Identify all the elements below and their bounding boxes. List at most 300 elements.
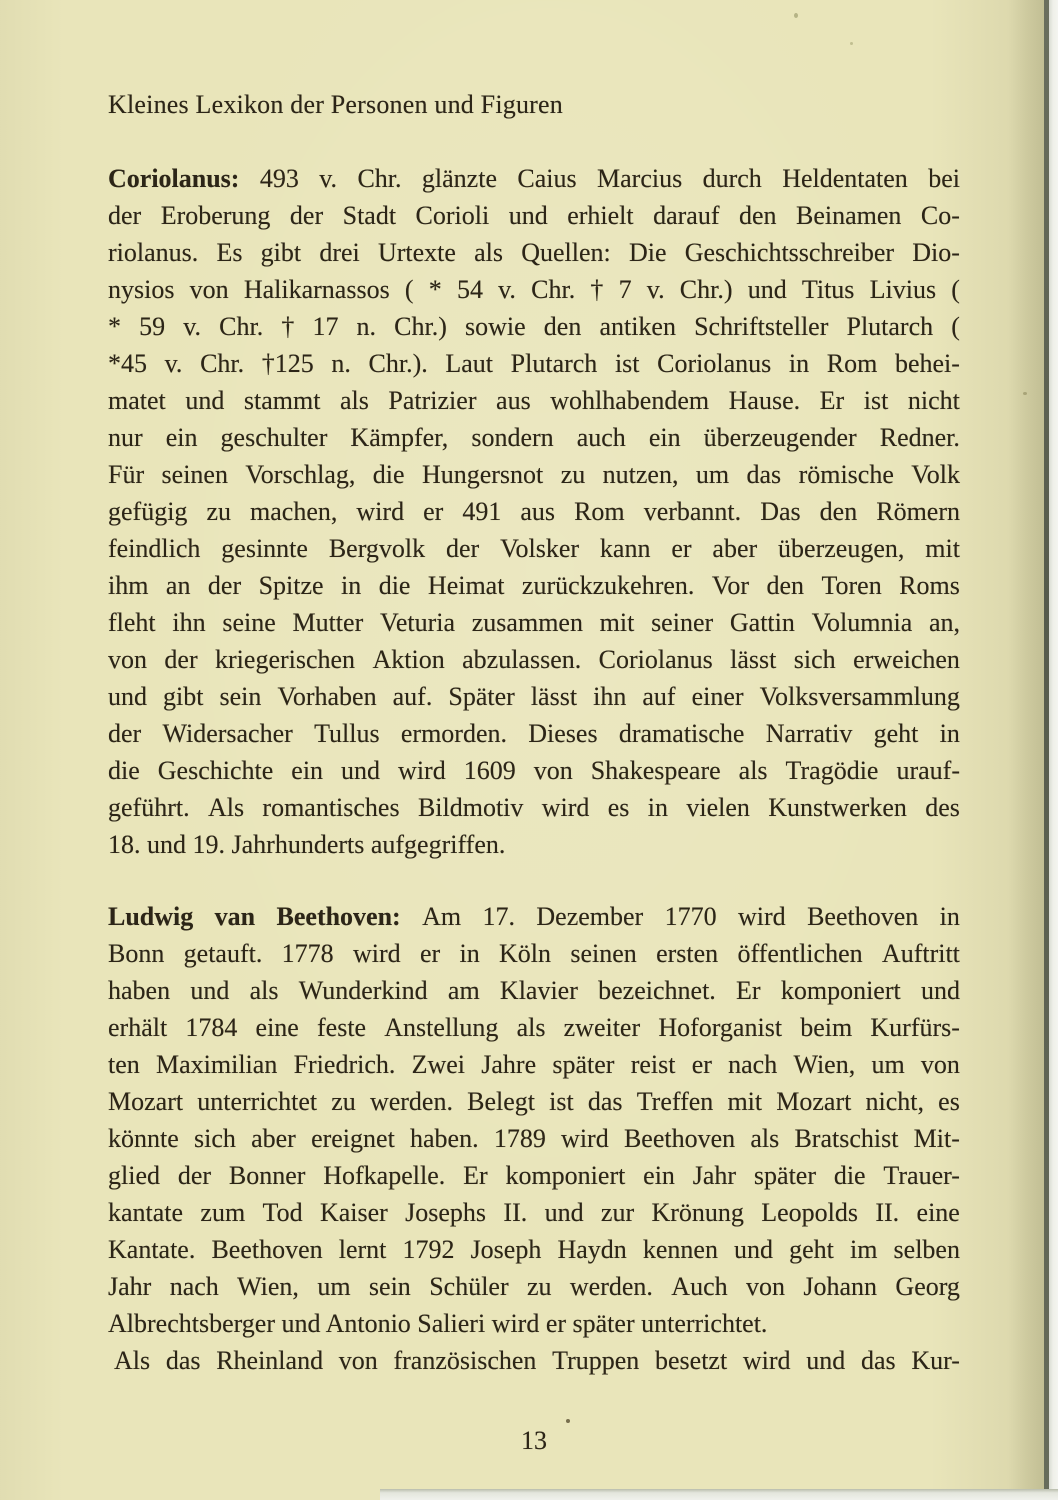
word: und <box>920 976 960 1005</box>
word: Hungersnot <box>421 460 544 489</box>
word: in <box>788 349 810 378</box>
word: Bonner <box>228 1161 306 1190</box>
word: * <box>108 312 121 341</box>
word: kennen <box>642 1235 718 1264</box>
word: mit <box>727 1087 763 1116</box>
word: Trauer- <box>883 1161 960 1190</box>
word: Urtexte <box>377 238 456 267</box>
word: könnte <box>108 1124 179 1153</box>
word: eine <box>916 1198 960 1227</box>
word: ein <box>643 1161 675 1190</box>
word: auf <box>642 682 676 711</box>
word: Redner. <box>879 423 960 452</box>
word: v. <box>183 312 202 341</box>
word: beim <box>800 1013 853 1042</box>
word: wird <box>742 1346 791 1375</box>
word: Beethoven <box>807 902 919 931</box>
word: wird <box>561 1124 609 1153</box>
word: ihn <box>593 682 627 711</box>
word: seine <box>222 608 276 637</box>
word: Tragödie <box>785 756 879 785</box>
word: Titus <box>801 275 855 304</box>
word: von <box>920 1050 960 1079</box>
word: Jahre <box>481 1050 537 1079</box>
word: Dezember <box>536 902 644 931</box>
word: seinen <box>570 939 637 968</box>
word: Maximilian <box>156 1050 278 1079</box>
text-line <box>108 604 960 641</box>
word: als <box>339 386 369 415</box>
word: und <box>806 1346 846 1375</box>
word: das <box>587 1087 623 1116</box>
word: Auch <box>671 1272 728 1301</box>
word: Wien, <box>237 1272 299 1301</box>
word: Dieses <box>528 719 598 748</box>
word: Beinamen <box>796 201 902 230</box>
word: nutzen, <box>602 460 679 489</box>
scan-background-strip-bottom <box>380 1489 1058 1500</box>
word: Kämpfer, <box>350 423 449 452</box>
word: von <box>338 1346 378 1375</box>
entry-term: van <box>214 902 256 931</box>
word: selben <box>893 1235 960 1264</box>
word: Coriolanus <box>657 349 772 378</box>
word: 1792 <box>402 1235 455 1264</box>
word: Stadt <box>342 201 397 230</box>
word: Bratschist <box>794 1124 899 1153</box>
word: Laut <box>445 349 494 378</box>
word: seinen <box>161 460 228 489</box>
word: der <box>207 571 242 600</box>
word: Heimat <box>427 571 505 600</box>
word: sich <box>793 645 836 674</box>
word: n. <box>356 312 377 341</box>
word: an <box>165 571 191 600</box>
word: Marcius <box>597 164 683 193</box>
word: durch <box>702 164 762 193</box>
word: zur <box>600 1198 635 1227</box>
word: nicht <box>907 386 960 415</box>
word: Kantate. <box>108 1235 196 1264</box>
word: an, <box>928 608 960 637</box>
word: reist <box>630 1050 676 1079</box>
word: Spitze <box>258 571 324 600</box>
word: v. <box>498 275 516 304</box>
word: Coriolanus <box>598 645 713 674</box>
word: feindlich <box>108 534 201 563</box>
word: stammt <box>243 386 321 415</box>
text-line <box>108 935 960 972</box>
word: sein <box>219 682 262 711</box>
word: †125 <box>261 349 314 378</box>
word: nach <box>169 1272 219 1301</box>
text-line <box>108 1268 960 1305</box>
word: das <box>860 1346 896 1375</box>
text-line <box>108 567 960 604</box>
word: und <box>734 1235 774 1264</box>
entry-term: Coriolanus: <box>108 164 240 193</box>
word: öffentlichen <box>737 939 863 968</box>
word: des <box>925 793 960 822</box>
word: ihm <box>108 571 149 600</box>
word: urauf- <box>896 756 960 785</box>
word: Bonn <box>108 939 165 968</box>
word: kantate <box>108 1198 184 1227</box>
word: Joseph <box>470 1235 542 1264</box>
word: Als <box>114 1346 151 1375</box>
word: glänzte <box>421 164 497 193</box>
word: gibt <box>260 238 302 267</box>
word: Wunderkind <box>298 976 428 1005</box>
word: in <box>341 571 362 600</box>
word: Er <box>819 386 845 415</box>
word: II. <box>503 1198 528 1227</box>
word: um <box>695 460 730 489</box>
word: ist <box>614 349 640 378</box>
word: Tod <box>262 1198 303 1227</box>
word: in <box>939 719 960 748</box>
scan-background-strip-right <box>1049 0 1058 1500</box>
word: der <box>289 201 324 230</box>
word: wird <box>398 756 446 785</box>
text-line <box>108 456 960 493</box>
word: zum <box>200 1198 246 1227</box>
word: komponiert <box>780 976 901 1005</box>
word: von <box>108 645 147 674</box>
word: zurückzukehren. <box>521 571 695 600</box>
paper-speck <box>850 42 853 45</box>
word: unterrichtet <box>197 1087 318 1116</box>
word: wird <box>356 497 405 526</box>
word: Shakespeare <box>590 756 721 785</box>
word: lernt <box>338 1235 387 1264</box>
word: aus <box>520 497 556 526</box>
word: Für <box>108 460 145 489</box>
word: im <box>850 1235 878 1264</box>
text-line <box>108 641 960 678</box>
page-curl-shadow <box>1008 0 1046 1500</box>
word: Bergvolk <box>328 534 426 563</box>
word: Volk <box>911 460 960 489</box>
word: 1778 <box>281 939 334 968</box>
word: und <box>190 976 230 1005</box>
word: den <box>738 201 777 230</box>
text-line <box>108 715 960 752</box>
word: Zwei <box>411 1050 466 1079</box>
word: Mit- <box>913 1124 960 1153</box>
text-line <box>108 1342 960 1379</box>
word: 1770 <box>664 902 717 931</box>
word: haben <box>108 976 171 1005</box>
word: Johann <box>803 1272 878 1301</box>
text-line <box>108 1120 960 1157</box>
word: darauf <box>653 201 720 230</box>
word: Vorhaben <box>277 682 377 711</box>
word: II. <box>875 1198 900 1227</box>
word: er <box>671 534 692 563</box>
word: zu <box>560 460 586 489</box>
text-line <box>108 382 960 419</box>
word: geht <box>873 719 919 748</box>
word: die <box>108 756 140 785</box>
word: die <box>372 460 405 489</box>
word: nur <box>108 423 143 452</box>
word: überzeugen, <box>778 534 905 563</box>
word: Belegt <box>467 1087 535 1116</box>
word: Hause. <box>728 386 801 415</box>
word: der <box>108 719 142 748</box>
lexicon-entry-beethoven <box>108 898 960 1379</box>
paper-speck <box>794 13 798 18</box>
word: den <box>819 497 858 526</box>
word: Chr.) <box>679 275 733 304</box>
word: verbannt. <box>643 497 742 526</box>
paper-speck <box>566 1419 570 1423</box>
word: Klavier <box>499 976 578 1005</box>
text-line <box>108 234 960 271</box>
word: haben. <box>410 1124 479 1153</box>
text-line <box>108 160 960 197</box>
word: am <box>447 976 480 1005</box>
word: zu <box>526 1272 552 1301</box>
word: 54 <box>456 275 483 304</box>
word: Rom <box>826 349 878 378</box>
word: lässt <box>530 682 578 711</box>
word: später <box>753 1161 816 1190</box>
word: kann <box>599 534 651 563</box>
word: 1789 <box>493 1124 546 1153</box>
word: v. <box>164 349 183 378</box>
word: Chr.) <box>394 312 447 341</box>
word: v. <box>319 164 338 193</box>
text-line <box>108 789 960 826</box>
text-line <box>108 308 960 345</box>
text-line <box>108 1157 960 1194</box>
word: Schüler <box>429 1272 509 1301</box>
word: † <box>281 312 295 341</box>
word: Die <box>628 238 667 267</box>
word: Haydn <box>557 1235 627 1264</box>
word: und <box>544 1198 584 1227</box>
word: sein <box>368 1272 411 1301</box>
word: Das <box>760 497 801 526</box>
word: erhält <box>108 1013 168 1042</box>
word: der <box>164 645 198 674</box>
word: der <box>177 1161 212 1190</box>
word: Auftritt <box>881 939 960 968</box>
word: ereignet <box>311 1124 395 1153</box>
word: Vorschlag, <box>245 460 356 489</box>
word: Chr. <box>357 164 402 193</box>
word: Chr. <box>219 312 264 341</box>
word: Am <box>422 902 462 931</box>
word: Volsker <box>500 534 580 563</box>
word: es <box>938 1087 960 1116</box>
word: als <box>516 1013 546 1042</box>
word: ist <box>549 1087 574 1116</box>
word: Er <box>736 976 761 1005</box>
text-line <box>108 493 960 530</box>
word: gibt <box>163 682 204 711</box>
word: Kunstwerken <box>768 793 907 822</box>
word: einer <box>691 682 744 711</box>
word: Volumnia <box>811 608 913 637</box>
word: ist <box>863 386 889 415</box>
word: Plutarch <box>846 312 934 341</box>
word: Mozart <box>776 1087 852 1116</box>
word: Schriftsteller <box>694 312 829 341</box>
word: Josephs <box>405 1198 487 1227</box>
word: Rom <box>574 497 625 526</box>
text-line <box>108 898 960 935</box>
word: komponiert <box>505 1161 626 1190</box>
text-line <box>108 972 960 1009</box>
word: kriegerischen <box>215 645 356 674</box>
word: Jahr <box>692 1161 737 1190</box>
word: bei <box>928 164 960 193</box>
word: in <box>647 793 669 822</box>
word: Toren <box>821 571 882 600</box>
word: und <box>341 756 381 785</box>
word: antiken <box>599 312 676 341</box>
word: wird <box>738 902 786 931</box>
word: aber <box>251 1124 296 1153</box>
text-line <box>108 1009 960 1046</box>
word: es <box>607 793 630 822</box>
word: Es <box>216 238 243 267</box>
word: Er <box>463 1161 488 1190</box>
text-line <box>108 271 960 308</box>
word: lässt <box>730 645 777 674</box>
word: Anstellung <box>384 1013 499 1042</box>
word: Georg <box>895 1272 960 1301</box>
word: das <box>746 460 782 489</box>
word: ( <box>404 275 414 304</box>
word: Chr.). <box>368 349 428 378</box>
word: Kaiser <box>319 1198 388 1227</box>
word: als <box>474 238 504 267</box>
word: abzulassen. <box>462 645 582 674</box>
text-line <box>108 1046 960 1083</box>
word: Kur- <box>911 1346 960 1375</box>
word: Bildmotiv <box>417 793 524 822</box>
word: Kurfürs- <box>870 1013 960 1042</box>
word: * <box>428 275 442 304</box>
word: Vor <box>711 571 749 600</box>
word: in <box>939 902 960 931</box>
word: wird <box>541 793 590 822</box>
word: die <box>833 1161 866 1190</box>
word: Patrizier <box>388 386 477 415</box>
text-line <box>108 419 960 456</box>
word: Chr. <box>531 275 576 304</box>
word: aus <box>496 386 531 415</box>
word: bezeichnet. <box>598 976 716 1005</box>
word: als <box>750 1124 780 1153</box>
word: Eroberung <box>160 201 271 230</box>
word: zu <box>331 1087 356 1116</box>
word: und <box>747 275 787 304</box>
word: von <box>189 275 229 304</box>
text-line: Albrechtsberger und Antonio Salieri wird er später unterrichtet. <box>108 1309 768 1338</box>
text-line <box>108 752 960 789</box>
word: 491 <box>462 497 502 526</box>
word: Geschichtsschreiber <box>684 238 895 267</box>
word: Rheinland <box>216 1346 324 1375</box>
word: 1609 <box>463 756 516 785</box>
word: wird <box>352 939 401 968</box>
word: und <box>185 386 225 415</box>
word: werden. <box>369 1087 453 1116</box>
entry-term: Beethoven: <box>276 902 401 931</box>
word: ein <box>648 423 681 452</box>
entry-term: Ludwig <box>108 902 194 931</box>
word: dramatische <box>618 719 745 748</box>
word: ( <box>951 312 960 341</box>
paper-speck <box>1023 392 1027 395</box>
word: riolanus. <box>108 238 199 267</box>
text-line <box>108 1231 960 1268</box>
word: Tullus <box>314 719 380 748</box>
word: überzeugender <box>703 423 857 452</box>
word: um <box>871 1050 905 1079</box>
page-header: Kleines Lexikon der Personen und Figuren <box>108 90 563 119</box>
word: und <box>508 201 548 230</box>
word: der <box>446 534 480 563</box>
word: um <box>317 1272 351 1301</box>
word: 7 <box>618 275 632 304</box>
word: fleht <box>108 608 156 637</box>
word: als <box>738 756 768 785</box>
word: Leopolds <box>761 1198 859 1227</box>
word: besetzt <box>655 1346 728 1375</box>
word: er <box>691 1050 712 1079</box>
word: auch <box>576 423 626 452</box>
word: Caius <box>517 164 577 193</box>
word: Co- <box>920 201 960 230</box>
word: von <box>533 756 573 785</box>
word: Livius <box>869 275 937 304</box>
word: 17. <box>482 902 515 931</box>
word: drei <box>319 238 360 267</box>
word: sowie <box>465 312 526 341</box>
word: geht <box>789 1235 834 1264</box>
word: Krönung <box>651 1198 744 1227</box>
word: Truppen <box>552 1346 640 1375</box>
word: feste <box>317 1013 367 1042</box>
word: machen, <box>250 497 338 526</box>
word: römische <box>798 460 894 489</box>
word: Heldentaten <box>782 164 908 193</box>
word: zweiter <box>563 1013 641 1042</box>
word: Beethoven <box>211 1235 323 1264</box>
text-line <box>108 530 960 567</box>
word: n. <box>331 349 351 378</box>
page-number: 13 <box>521 1426 547 1455</box>
word: getauft. <box>183 939 263 968</box>
word: gefügig <box>108 497 188 526</box>
word: nicht, <box>865 1087 925 1116</box>
text-line <box>108 197 960 234</box>
word: den <box>543 312 582 341</box>
word: Plutarch <box>510 349 598 378</box>
word: ermorden. <box>400 719 507 748</box>
word: er <box>423 497 444 526</box>
word: Mozart <box>108 1087 184 1116</box>
word: 1784 <box>185 1013 238 1042</box>
word: Quellen: <box>521 238 611 267</box>
word: 493 <box>259 164 299 193</box>
